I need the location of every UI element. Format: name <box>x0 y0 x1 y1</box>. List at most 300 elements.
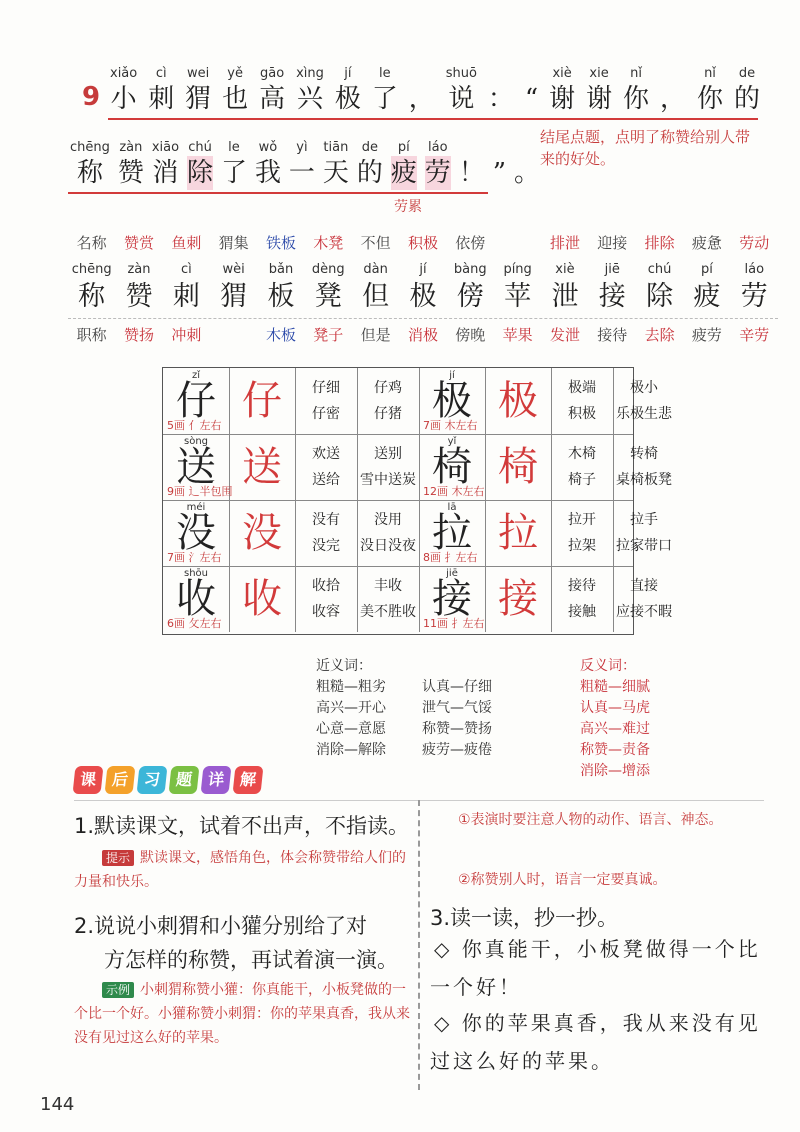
hanzi: 劳 <box>740 281 768 312</box>
pinyin <box>514 140 540 156</box>
word: 拉开 <box>568 512 596 528</box>
pinyin-char <box>493 140 506 190</box>
char-row-divider <box>68 318 778 319</box>
word-pair: 消除—增添 <box>580 763 650 779</box>
char-cell <box>541 262 588 314</box>
word: 傍晚 <box>455 326 486 344</box>
hanzi: 接 <box>598 281 626 312</box>
pinyin: xiè <box>555 262 575 277</box>
word: 接待 <box>597 326 628 344</box>
pinyin-char <box>549 66 575 116</box>
pinyin: xiǎo <box>110 66 138 81</box>
lesson-number: 9 <box>82 82 101 112</box>
hanzi: 一 <box>288 158 315 188</box>
pinyin: zàn <box>119 140 143 155</box>
right-note-1: ①表演时要注意人物的动作、语言、神态。 <box>458 812 723 828</box>
word: 美不胜收 <box>360 604 416 620</box>
table-row <box>163 434 672 501</box>
char-cell <box>305 262 352 314</box>
example-sentence-2: ◇ 你的苹果真香，我从来没有见过这么好的苹果。 <box>430 1011 761 1073</box>
word: 拉家带口 <box>616 538 672 554</box>
text-line-1 <box>110 66 760 116</box>
word: 桌椅板凳 <box>616 472 672 488</box>
hanzi: 天 <box>322 158 349 188</box>
pinyin: shōu <box>183 568 208 579</box>
word: 名称 <box>76 234 107 252</box>
word-pair: 粗糙—粗劣 <box>316 679 386 695</box>
word: 仔猪 <box>374 406 402 422</box>
pinyin-char <box>323 140 349 190</box>
word: 辛劳 <box>739 326 770 344</box>
char-model: 极 <box>432 378 472 424</box>
word-pair: 心意—意愿 <box>316 721 386 737</box>
hanzi: 我 <box>254 158 281 188</box>
word: 不但 <box>360 234 391 252</box>
char-cell <box>485 368 552 434</box>
char-cell <box>419 434 486 500</box>
char-model: 椅 <box>432 444 472 490</box>
synonym-title: 近义词： <box>316 658 372 674</box>
word: 疲劳 <box>691 326 722 344</box>
word-cell <box>613 434 675 500</box>
stroke-info: 5画 亻左右 <box>167 419 222 432</box>
pinyin: xiāo <box>151 140 180 155</box>
char-model: 拉 <box>432 510 472 556</box>
word-cell <box>613 368 675 434</box>
word: 仔细 <box>312 380 340 396</box>
hanzi: ” <box>492 158 507 188</box>
char-cell <box>229 500 296 566</box>
stroke-info: 9画 辶半包围 <box>167 485 233 498</box>
word: 接待 <box>568 578 596 594</box>
text-line-2 <box>70 140 540 190</box>
pinyin-char <box>152 140 179 190</box>
banner-char: 详 <box>201 766 232 794</box>
pinyin: jiē <box>604 262 620 277</box>
char-cell <box>229 434 296 500</box>
hanzi: 高 <box>259 84 286 114</box>
pinyin: wei <box>187 66 210 81</box>
char-cell <box>229 368 296 434</box>
char-model: 没 <box>176 510 216 556</box>
pinyin <box>525 66 538 82</box>
word-cell <box>613 500 675 566</box>
word: 木凳 <box>313 234 344 252</box>
hanzi: 傍 <box>456 281 484 312</box>
char-trace: 仔 <box>242 378 282 424</box>
word-cell <box>551 368 614 434</box>
word: 迎接 <box>597 234 628 252</box>
under-note: 劳累 <box>394 199 422 215</box>
pinyin-char <box>623 66 649 116</box>
char-cell <box>419 368 486 434</box>
pinyin: zǐ <box>191 370 201 381</box>
pinyin: bàng <box>453 262 487 277</box>
pinyin-char <box>222 66 248 116</box>
pinyin: wèi <box>222 262 245 277</box>
word: 铁板 <box>265 234 296 252</box>
char-cell <box>683 262 730 314</box>
pinyin: sòng <box>183 436 208 447</box>
char-table <box>162 367 672 635</box>
pinyin-char <box>446 66 477 116</box>
pinyin: chú <box>647 262 672 277</box>
word: 排除 <box>644 234 675 252</box>
pinyin-char <box>409 66 435 116</box>
stroke-info: 12画 木左右 <box>423 485 485 498</box>
word-cell <box>295 434 358 500</box>
hanzi: 了 <box>220 158 247 188</box>
pinyin-char <box>259 66 285 116</box>
pinyin <box>660 66 686 82</box>
word-pair: 泄气—气馁 <box>422 700 492 716</box>
pinyin: dàn <box>363 262 388 277</box>
side-note: 结尾点题，点明了称赞给别人带来的好处。 <box>540 128 751 168</box>
char-cell <box>494 262 541 314</box>
char-cell <box>447 262 494 314</box>
hanzi: 泄 <box>551 281 579 312</box>
pinyin: shuō <box>445 66 477 81</box>
hanzi: 劳 <box>424 158 451 188</box>
pinyin-char <box>185 66 211 116</box>
pinyin-char <box>118 140 144 190</box>
word-pair: 高兴—开心 <box>316 700 386 716</box>
column-divider <box>418 800 420 1090</box>
pinyin-char <box>289 140 315 190</box>
pinyin: pí <box>397 140 410 155</box>
antonym-list <box>580 677 650 782</box>
word-cell <box>295 500 358 566</box>
page-number: 144 <box>40 1094 75 1115</box>
word: 没用 <box>374 512 402 528</box>
word: 苹果 <box>502 326 533 344</box>
char-cell <box>419 500 486 566</box>
char-cell <box>229 566 296 632</box>
word: 但是 <box>360 326 391 344</box>
word-pair: 认真—马虎 <box>580 700 650 716</box>
word: 积极 <box>407 234 438 252</box>
char-cell <box>636 262 683 314</box>
pinyin: le <box>378 66 391 81</box>
hanzi: “ <box>524 84 539 114</box>
banner-char: 习 <box>137 766 168 794</box>
char-trace: 极 <box>498 378 538 424</box>
word-pair: 高兴—难过 <box>580 721 650 737</box>
hanzi: ！ <box>458 158 485 188</box>
word-pair: 称赞—责备 <box>580 742 650 758</box>
word-cell <box>357 368 420 434</box>
pinyin: láo <box>428 140 448 155</box>
stroke-info: 11画 扌左右 <box>423 617 485 630</box>
pinyin: nǐ <box>630 66 642 81</box>
word-cell <box>357 566 420 632</box>
question-1: 1.默读课文，试着不出声，不指读。 <box>74 814 410 838</box>
pinyin: yě <box>227 66 243 81</box>
hanzi: 极 <box>334 84 361 114</box>
pinyin: xiè <box>552 66 572 81</box>
hanzi: 凳 <box>314 281 342 312</box>
stroke-info: 6画 攵左右 <box>167 617 222 630</box>
hanzi: 除 <box>646 281 674 312</box>
hanzi: 刺 <box>172 281 200 312</box>
word-cell <box>357 500 420 566</box>
word: 椅子 <box>568 472 596 488</box>
stroke-info: 8画 扌左右 <box>423 551 478 564</box>
table-row <box>163 500 672 567</box>
pinyin: pí <box>700 262 713 277</box>
hanzi: 赞 <box>117 158 144 188</box>
char-cell <box>352 262 399 314</box>
table-row <box>163 368 672 435</box>
pinyin: jiē <box>446 568 458 579</box>
word: 赞赏 <box>123 234 154 252</box>
word: 送别 <box>374 446 402 462</box>
underline-2 <box>68 192 488 194</box>
pinyin-char <box>660 66 686 116</box>
hanzi: ， <box>408 84 435 114</box>
pinyin: jí <box>344 66 352 81</box>
char-cell <box>399 262 446 314</box>
pinyin: de <box>738 66 756 81</box>
word: 疲惫 <box>691 234 722 252</box>
pinyin: de <box>361 140 378 155</box>
pinyin: zàn <box>127 262 151 277</box>
hanzi: 疲 <box>693 281 721 312</box>
word: 劳动 <box>739 234 770 252</box>
hanzi: 消 <box>152 158 179 188</box>
word: 赞扬 <box>123 326 154 344</box>
synonym-col-1 <box>316 677 386 761</box>
char-cell <box>589 262 636 314</box>
pinyin: xie <box>589 66 609 81</box>
char-cell <box>68 262 115 314</box>
banner-char: 题 <box>169 766 200 794</box>
word: 职称 <box>76 326 107 344</box>
word-cell <box>295 566 358 632</box>
char-cell <box>485 566 552 632</box>
word: 凳子 <box>313 326 344 344</box>
hanzi: ， <box>660 84 687 114</box>
char-cell <box>731 262 778 314</box>
word-pair: 疲劳—疲倦 <box>422 742 492 758</box>
tip-text: 默读课文，感悟角色，体会称赞带给人们的力量和快乐。 <box>74 850 407 890</box>
char-trace: 没 <box>242 510 282 556</box>
word: 没完 <box>312 538 340 554</box>
word: 丰收 <box>374 578 402 594</box>
char-trace: 椅 <box>498 444 538 490</box>
word: 拉架 <box>568 538 596 554</box>
banner-char: 课 <box>73 766 104 794</box>
hanzi: 小 <box>110 84 137 114</box>
hanzi: 你 <box>696 84 723 114</box>
example-text: 小刺猬称赞小獾：你真能干，小板凳做的一个比一个好。小獾称赞小刺猬：你的苹果真香，我从来没有见过这么好的苹果。 <box>74 982 410 1046</box>
hanzi: 板 <box>267 281 295 312</box>
hanzi: 猬 <box>220 281 248 312</box>
word: 直接 <box>630 578 658 594</box>
stroke-info: 7画 氵左右 <box>167 551 222 564</box>
hanzi: ： <box>487 84 514 114</box>
word: 鱼刺 <box>171 234 202 252</box>
pinyin: láo <box>744 262 765 277</box>
pinyin: yì <box>296 140 308 155</box>
word: 转椅 <box>630 446 658 462</box>
question-2-line-2: 方怎样的称赞，再试着演一演。 <box>104 948 398 972</box>
word: 冲刺 <box>171 326 202 344</box>
pinyin: dèng <box>311 262 345 277</box>
pinyin: xìng <box>296 66 324 81</box>
tip-label: 提示 <box>102 850 134 866</box>
pinyin-char <box>110 66 137 116</box>
pinyin: jí <box>449 370 455 381</box>
pinyin: chēng <box>70 140 110 155</box>
word-cell <box>357 434 420 500</box>
hanzi: 谢 <box>586 84 613 114</box>
hanzi: 了 <box>371 84 398 114</box>
word: 消极 <box>407 326 438 344</box>
word: 木板 <box>265 326 296 344</box>
pinyin: lā <box>447 502 457 513</box>
word-cell <box>551 434 614 500</box>
word-cell <box>551 566 614 632</box>
pinyin-char <box>586 66 612 116</box>
word <box>210 324 257 345</box>
word: 没有 <box>312 512 340 528</box>
pinyin: chú <box>188 140 212 155</box>
char-cell <box>163 566 230 632</box>
word-pair: 消除—解除 <box>316 742 386 758</box>
example-label: 示例 <box>102 982 134 998</box>
right-note-2: ②称赞别人时，语言一定要真诚。 <box>458 872 667 888</box>
pinyin <box>459 140 485 156</box>
char-trace: 收 <box>242 576 282 622</box>
hanzi: 的 <box>356 158 383 188</box>
hanzi: 苹 <box>504 281 532 312</box>
pinyin: jí <box>419 262 427 277</box>
pinyin-char <box>459 140 485 190</box>
char-model: 接 <box>432 576 472 622</box>
pinyin: cì <box>155 66 167 81</box>
word-cell <box>613 566 675 632</box>
pinyin: chēng <box>71 262 112 277</box>
word-pair: 认真—仔细 <box>422 679 492 695</box>
char-row <box>68 262 778 314</box>
char-cell <box>115 262 162 314</box>
pinyin-char <box>697 66 723 116</box>
hanzi: 谢 <box>549 84 576 114</box>
word: 收拾 <box>312 578 340 594</box>
pinyin-char <box>514 140 540 190</box>
hanzi: 极 <box>409 281 437 312</box>
pinyin-char <box>335 66 361 116</box>
char-cell <box>163 434 233 500</box>
char-model: 收 <box>176 576 216 622</box>
word <box>494 232 541 253</box>
pinyin: yǐ <box>447 436 457 447</box>
hanzi: 的 <box>733 84 760 114</box>
banner-char: 后 <box>105 766 136 794</box>
pinyin-char <box>296 66 324 116</box>
char-model: 送 <box>176 444 216 490</box>
word: 积极 <box>568 406 596 422</box>
word: 排泄 <box>549 234 580 252</box>
pinyin <box>493 140 506 156</box>
pinyin-char <box>255 140 281 190</box>
stroke-info: 7画 木左右 <box>423 419 478 432</box>
hanzi: 也 <box>222 84 249 114</box>
hanzi: 兴 <box>296 84 323 114</box>
pinyin: bǎn <box>268 262 294 277</box>
char-cell <box>485 434 552 500</box>
word-pair: 称赞—赞扬 <box>422 721 492 737</box>
table-row <box>163 566 672 632</box>
word: 依傍 <box>455 234 486 252</box>
word: 发泄 <box>549 326 580 344</box>
pinyin-char <box>70 140 110 190</box>
pinyin-char <box>221 140 247 190</box>
pinyin-char <box>357 140 383 190</box>
hanzi: 猬 <box>185 84 212 114</box>
question-2-line-1: 2.说说小刺猬和小獾分别给了对 <box>74 914 368 938</box>
char-cell <box>210 262 257 314</box>
hanzi: 赞 <box>125 281 153 312</box>
underline-1 <box>108 118 758 120</box>
pinyin: tiān <box>323 140 349 155</box>
pinyin-char <box>525 66 538 116</box>
example-block <box>74 978 410 1050</box>
hanzi: 说 <box>448 84 475 114</box>
word-row-top <box>68 232 778 253</box>
char-cell <box>163 262 210 314</box>
pinyin-char <box>425 140 451 190</box>
pinyin: nǐ <box>704 66 716 81</box>
char-cell <box>163 368 230 434</box>
hanzi: 刺 <box>148 84 175 114</box>
pinyin-char <box>734 66 760 116</box>
word: 木椅 <box>568 446 596 462</box>
word: 猬集 <box>218 234 249 252</box>
hanzi: 。 <box>513 158 540 188</box>
word: 收容 <box>312 604 340 620</box>
pinyin: píng <box>503 262 532 277</box>
antonym-title: 反义词： <box>580 658 636 674</box>
question-3: 3.读一读，抄一抄。 <box>430 906 619 930</box>
word: 仔密 <box>312 406 340 422</box>
word: 去除 <box>644 326 675 344</box>
hanzi: 但 <box>362 281 390 312</box>
pinyin: gāo <box>260 66 285 81</box>
word: 没日没夜 <box>360 538 416 554</box>
word: 乐极生悲 <box>616 406 672 422</box>
pinyin-char <box>187 140 213 190</box>
char-trace: 拉 <box>498 510 538 556</box>
char-trace: 接 <box>498 576 538 622</box>
example-sentence-1: ◇ 你真能干，小板凳做得一个比一个好！ <box>430 937 761 999</box>
pinyin-char <box>488 66 514 116</box>
hanzi: 疲 <box>390 158 417 188</box>
word-pair: 粗糙—细腻 <box>580 679 650 695</box>
char-cell <box>163 500 230 566</box>
synonym-col-2 <box>422 677 492 761</box>
word-cell <box>551 500 614 566</box>
pinyin-char <box>391 140 417 190</box>
char-model: 仔 <box>176 378 216 424</box>
banner-char: 解 <box>233 766 264 794</box>
pinyin <box>488 66 514 82</box>
word: 仔鸡 <box>374 380 402 396</box>
hanzi: 称 <box>76 158 103 188</box>
pinyin-char <box>372 66 398 116</box>
char-cell <box>257 262 304 314</box>
